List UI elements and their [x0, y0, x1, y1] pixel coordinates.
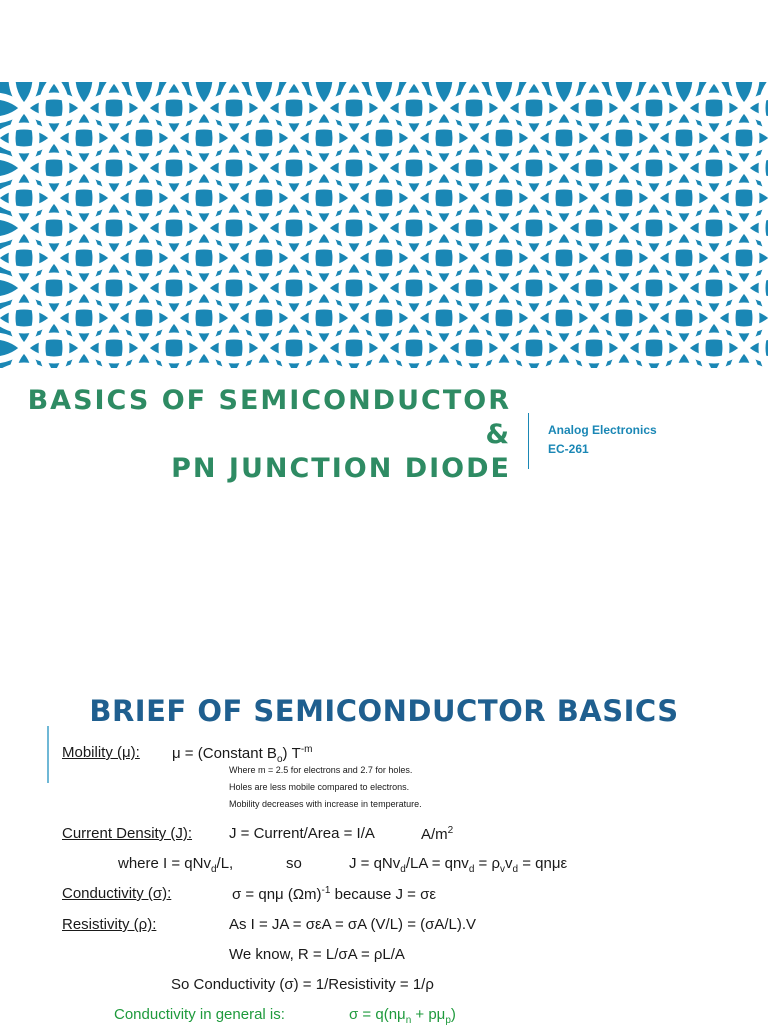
general-conductivity-label: Conductivity in general is: [114, 1006, 285, 1023]
circle-lattice-pattern [0, 82, 768, 368]
resistivity-line-3: So Conductivity (σ) = 1/Resistivity = 1/ρ [171, 976, 434, 993]
current-so: so [286, 855, 302, 872]
slide-title [28, 384, 511, 486]
slide-subtitle [548, 421, 657, 459]
resistivity-line-1: As I = JA = σεA = σA (V/L) = (σA/L).V [229, 916, 477, 933]
subtitle-course: Analog Electronics [548, 423, 657, 437]
mobility-formula: μ = (Constant $B_o$) $T^{-m}$ [172, 744, 313, 765]
conductivity-label: Conductivity (σ): [62, 885, 172, 902]
mobility-label: Mobility (μ): [62, 744, 140, 761]
mobility-note-2: Holes are less mobile compared to electrons. [229, 782, 410, 792]
title-line-1: BASICS OF SEMICONDUCTOR [27, 385, 511, 416]
resistivity-label: Resistivity (ρ): [62, 916, 157, 933]
resistivity-line-2: We know, R = L/σA = ρL/A [229, 946, 405, 963]
current-density-formula: J = Current/Area = I/A [229, 825, 375, 842]
mobility-note-1: Where m = 2.5 for electrons and 2.7 for holes. [229, 765, 413, 775]
current-where: where I = qNv$_d$/L, [118, 855, 234, 875]
current-density-label: Current Density (J): [62, 825, 193, 842]
accent-bar [47, 726, 49, 783]
title-divider [528, 413, 529, 469]
title-line-2: & [485, 419, 511, 450]
mobility-note-3: Mobility decreases with increase in temperature. [229, 799, 422, 809]
general-conductivity-formula: $\sigma = q(n\mu_n + p\mu_p)$ [349, 1006, 456, 1026]
current-j-expansion: $J = qNv_d/LA = qnv_d = \rho_vv_d = qn\mu\varepsilon$ [349, 855, 568, 875]
title-line-3: PN JUNCTION DIODE [171, 453, 511, 484]
subtitle-code: EC-261 [548, 442, 589, 456]
conductivity-formula: σ = qnμ $(\Omega m)^{-1}$ because J = σε [232, 885, 437, 903]
current-density-unit: $A/m^2$ [421, 825, 454, 843]
section-title: BRIEF OF SEMICONDUCTOR BASICS [89, 694, 679, 728]
